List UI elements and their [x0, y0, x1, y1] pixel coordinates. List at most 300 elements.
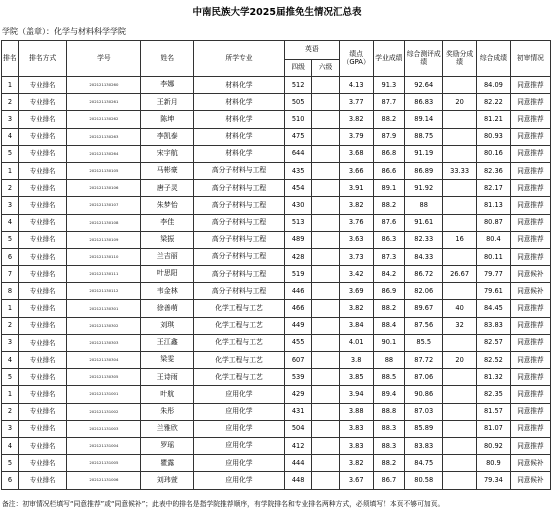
overall-cell: 85.5: [405, 334, 443, 351]
name-cell: 陈坤: [141, 111, 194, 128]
academic-cell: 87.6: [373, 214, 405, 231]
cet4-cell: 429: [284, 386, 311, 403]
composite-cell: 80.93: [477, 128, 511, 145]
cet4-cell: 489: [284, 231, 311, 248]
rank-cell: 5: [2, 145, 19, 162]
summary-table: [1, 40, 551, 490]
cet6-cell: [312, 77, 339, 94]
composite-cell: 84.09: [477, 77, 511, 94]
overall-cell: 84.33: [405, 248, 443, 265]
method-cell: 专业排名: [18, 283, 67, 300]
academic-cell: 88: [373, 352, 405, 369]
remark-cell: 同意推荐: [510, 317, 550, 334]
cet6-cell: [312, 300, 339, 317]
overall-cell: 85.89: [405, 420, 443, 437]
cet6-cell: [312, 111, 339, 128]
method-cell: 专业排名: [18, 317, 67, 334]
cet4-cell: 539: [284, 369, 311, 386]
remark-cell: 同意推荐: [510, 437, 550, 454]
major-cell: 材料化学: [194, 94, 285, 111]
rank-cell: 1: [2, 386, 19, 403]
gpa-cell: 3.84: [339, 317, 373, 334]
major-cell: 应用化学: [194, 472, 285, 489]
bonus-cell: [443, 403, 477, 420]
overall-cell: 89.67: [405, 300, 443, 317]
cet6-cell: [312, 266, 339, 283]
method-cell: 专业排名: [18, 352, 67, 369]
academic-cell: 86.9: [373, 283, 405, 300]
cet4-cell: 510: [284, 111, 311, 128]
academic-cell: 87.9: [373, 128, 405, 145]
student-id-cell: 202121130262: [67, 111, 141, 128]
academic-cell: 86.3: [373, 231, 405, 248]
method-cell: 专业排名: [18, 403, 67, 420]
student-id-cell: 202121131001: [67, 386, 141, 403]
table-row: [2, 334, 551, 351]
bonus-cell: [443, 386, 477, 403]
gpa-cell: 3.73: [339, 248, 373, 265]
student-id-cell: 202121130261: [67, 94, 141, 111]
cet4-cell: 644: [284, 145, 311, 162]
cet4-cell: 505: [284, 94, 311, 111]
bonus-cell: [443, 214, 477, 231]
table-body: [2, 77, 551, 490]
overall-cell: 84.75: [405, 455, 443, 472]
table-row: [2, 386, 551, 403]
overall-cell: 86.72: [405, 266, 443, 283]
rank-cell: 7: [2, 266, 19, 283]
major-cell: 高分子材料与工程: [194, 266, 285, 283]
cet4-cell: 455: [284, 334, 311, 351]
cet4-cell: 519: [284, 266, 311, 283]
remark-cell: 同意推荐: [510, 386, 550, 403]
academic-cell: 91.3: [373, 77, 405, 94]
header-remark: 初审情况: [510, 41, 550, 77]
gpa-cell: 3.82: [339, 111, 373, 128]
cet4-cell: 475: [284, 128, 311, 145]
name-cell: 叶航: [141, 386, 194, 403]
table-row: [2, 352, 551, 369]
cet6-cell: [312, 386, 339, 403]
name-cell: 李佳: [141, 214, 194, 231]
major-cell: 化学工程与工艺: [194, 352, 285, 369]
gpa-cell: 3.66: [339, 162, 373, 179]
name-cell: 李凯泰: [141, 128, 194, 145]
cet6-cell: [312, 283, 339, 300]
cet6-cell: [312, 248, 339, 265]
rank-cell: 2: [2, 180, 19, 197]
composite-cell: 80.4: [477, 231, 511, 248]
major-cell: 高分子材料与工程: [194, 231, 285, 248]
rank-cell: 3: [2, 334, 19, 351]
header-rank: 排名: [2, 41, 19, 77]
bonus-cell: 40: [443, 300, 477, 317]
composite-cell: 82.52: [477, 352, 511, 369]
rank-cell: 8: [2, 283, 19, 300]
method-cell: 专业排名: [18, 386, 67, 403]
method-cell: 专业排名: [18, 472, 67, 489]
student-id-cell: 202121130305: [67, 369, 141, 386]
student-id-cell: 202121130303: [67, 334, 141, 351]
cet4-cell: 454: [284, 180, 311, 197]
name-cell: 兰雅欣: [141, 420, 194, 437]
name-cell: 王新月: [141, 94, 194, 111]
header-student-id: 学号: [67, 41, 141, 77]
student-id-cell: 202121130105: [67, 162, 141, 179]
college-label: 学院（盖章）：化学与材料科学学院: [2, 27, 126, 36]
bonus-cell: 20: [443, 94, 477, 111]
cet4-cell: 504: [284, 420, 311, 437]
header-composite: 综合成绩: [477, 41, 511, 77]
major-cell: 应用化学: [194, 455, 285, 472]
remark-cell: 同意推荐: [510, 94, 550, 111]
major-cell: 高分子材料与工程: [194, 283, 285, 300]
bonus-cell: 33.33: [443, 162, 477, 179]
gpa-cell: 3.79: [339, 128, 373, 145]
header-bonus: 奖励分成绩: [443, 41, 477, 77]
rank-cell: 6: [2, 472, 19, 489]
method-cell: 专业排名: [18, 266, 67, 283]
overall-cell: 89.14: [405, 111, 443, 128]
name-cell: 刘玮萱: [141, 472, 194, 489]
overall-cell: 82.06: [405, 283, 443, 300]
bonus-cell: 16: [443, 231, 477, 248]
student-id-cell: 202121130106: [67, 180, 141, 197]
header-major: 所学专业: [194, 41, 285, 77]
rank-cell: 6: [2, 248, 19, 265]
header-cet4: 四级: [284, 60, 311, 77]
remark-cell: 同意候补: [510, 283, 550, 300]
bonus-cell: 26.67: [443, 266, 477, 283]
composite-cell: 82.36: [477, 162, 511, 179]
cet6-cell: [312, 128, 339, 145]
name-cell: 宋宇航: [141, 145, 194, 162]
rank-cell: 1: [2, 162, 19, 179]
major-cell: 应用化学: [194, 437, 285, 454]
rank-cell: 5: [2, 369, 19, 386]
bonus-cell: [443, 248, 477, 265]
major-cell: 化学工程与工艺: [194, 369, 285, 386]
academic-cell: 87.7: [373, 94, 405, 111]
major-cell: 化学工程与工艺: [194, 300, 285, 317]
gpa-cell: 3.83: [339, 420, 373, 437]
bonus-cell: [443, 437, 477, 454]
cet6-cell: [312, 352, 339, 369]
student-id-cell: 202121130263: [67, 128, 141, 145]
bonus-cell: [443, 180, 477, 197]
cet4-cell: 428: [284, 248, 311, 265]
name-cell: 马彬豪: [141, 162, 194, 179]
cet4-cell: 444: [284, 455, 311, 472]
name-cell: 刘琪: [141, 317, 194, 334]
bonus-cell: [443, 420, 477, 437]
remark-cell: 同意推荐: [510, 162, 550, 179]
academic-cell: 88.3: [373, 420, 405, 437]
cet6-cell: [312, 369, 339, 386]
composite-cell: 81.07: [477, 420, 511, 437]
cet6-cell: [312, 231, 339, 248]
rank-cell: 3: [2, 111, 19, 128]
rank-cell: 5: [2, 231, 19, 248]
table-header: [2, 41, 551, 77]
table-row: [2, 369, 551, 386]
remark-cell: 同意推荐: [510, 197, 550, 214]
gpa-cell: 3.63: [339, 231, 373, 248]
name-cell: 兰吉丽: [141, 248, 194, 265]
table-row: [2, 317, 551, 334]
overall-cell: 88.75: [405, 128, 443, 145]
academic-cell: 90.1: [373, 334, 405, 351]
rank-cell: 3: [2, 420, 19, 437]
student-id-cell: 202121130107: [67, 197, 141, 214]
major-cell: 高分子材料与工程: [194, 162, 285, 179]
name-cell: 梁雯: [141, 352, 194, 369]
rank-cell: 3: [2, 197, 19, 214]
method-cell: 专业排名: [18, 94, 67, 111]
cet6-cell: [312, 162, 339, 179]
rank-cell: 2: [2, 94, 19, 111]
bonus-cell: [443, 455, 477, 472]
remark-cell: 同意推荐: [510, 300, 550, 317]
cet4-cell: 466: [284, 300, 311, 317]
cet6-cell: [312, 420, 339, 437]
bonus-cell: [443, 145, 477, 162]
table-row: [2, 111, 551, 128]
composite-cell: 80.9: [477, 455, 511, 472]
overall-cell: 87.03: [405, 403, 443, 420]
student-id-cell: 202121130112: [67, 283, 141, 300]
academic-cell: 88.2: [373, 197, 405, 214]
gpa-cell: 4.01: [339, 334, 373, 351]
table-row: [2, 266, 551, 283]
cet6-cell: [312, 197, 339, 214]
method-cell: 专业排名: [18, 455, 67, 472]
student-id-cell: 202121130108: [67, 214, 141, 231]
gpa-cell: 3.77: [339, 94, 373, 111]
cet4-cell: 607: [284, 352, 311, 369]
remark-cell: 同意推荐: [510, 403, 550, 420]
composite-cell: 84.45: [477, 300, 511, 317]
name-cell: 朱彤: [141, 403, 194, 420]
major-cell: 材料化学: [194, 77, 285, 94]
student-id-cell: 202121130109: [67, 231, 141, 248]
bonus-cell: [443, 369, 477, 386]
method-cell: 专业排名: [18, 145, 67, 162]
remark-cell: 同意推荐: [510, 111, 550, 128]
header-academic: 学业成绩: [373, 41, 405, 77]
remark-cell: 同意候补: [510, 472, 550, 489]
cet4-cell: 431: [284, 403, 311, 420]
student-id-cell: 202121131003: [67, 420, 141, 437]
composite-cell: 81.21: [477, 111, 511, 128]
remark-cell: 同意推荐: [510, 77, 550, 94]
overall-cell: 87.56: [405, 317, 443, 334]
remark-cell: 同意候补: [510, 455, 550, 472]
bonus-cell: [443, 77, 477, 94]
major-cell: 高分子材料与工程: [194, 197, 285, 214]
cet4-cell: 448: [284, 472, 311, 489]
overall-cell: 87.72: [405, 352, 443, 369]
method-cell: 专业排名: [18, 180, 67, 197]
gpa-cell: 3.68: [339, 145, 373, 162]
student-id-cell: 202121130111: [67, 266, 141, 283]
name-cell: 李娜: [141, 77, 194, 94]
name-cell: 梁振: [141, 231, 194, 248]
table-row: [2, 283, 551, 300]
remark-cell: 同意推荐: [510, 369, 550, 386]
academic-cell: 88.2: [373, 455, 405, 472]
composite-cell: 81.13: [477, 197, 511, 214]
rank-cell: 5: [2, 455, 19, 472]
student-id-cell: 202121130302: [67, 317, 141, 334]
name-cell: 王江鑫: [141, 334, 194, 351]
academic-cell: 86.8: [373, 145, 405, 162]
academic-cell: 89.1: [373, 180, 405, 197]
gpa-cell: 3.85: [339, 369, 373, 386]
composite-cell: 80.11: [477, 248, 511, 265]
rank-cell: 2: [2, 317, 19, 334]
gpa-cell: 3.8: [339, 352, 373, 369]
overall-cell: 92.64: [405, 77, 443, 94]
overall-cell: 87.06: [405, 369, 443, 386]
cet6-cell: [312, 145, 339, 162]
composite-cell: 80.87: [477, 214, 511, 231]
student-id-cell: 202121130110: [67, 248, 141, 265]
method-cell: 专业排名: [18, 231, 67, 248]
table-row: [2, 455, 551, 472]
name-cell: 王诗雨: [141, 369, 194, 386]
cet6-cell: [312, 403, 339, 420]
remark-cell: 同意推荐: [510, 145, 550, 162]
footnote: 备注：初审情况栏填写“同意推荐”或“同意候补”；此表中的排名是指学院推荐顺序，有学院排名和专业排名两种方式，必须填写！本页不够可加页。: [2, 500, 445, 508]
academic-cell: 88.8: [373, 403, 405, 420]
bonus-cell: 20: [443, 352, 477, 369]
method-cell: 专业排名: [18, 128, 67, 145]
table-row: [2, 472, 551, 489]
cet4-cell: 449: [284, 317, 311, 334]
academic-cell: 88.2: [373, 111, 405, 128]
rank-cell: 4: [2, 352, 19, 369]
student-id-cell: 202121130260: [67, 77, 141, 94]
major-cell: 应用化学: [194, 386, 285, 403]
composite-cell: 79.61: [477, 283, 511, 300]
gpa-cell: 3.94: [339, 386, 373, 403]
composite-cell: 81.57: [477, 403, 511, 420]
name-cell: 罗瑶: [141, 437, 194, 454]
overall-cell: 86.89: [405, 162, 443, 179]
overall-cell: 91.19: [405, 145, 443, 162]
gpa-cell: 3.67: [339, 472, 373, 489]
remark-cell: 同意推荐: [510, 352, 550, 369]
academic-cell: 88.5: [373, 369, 405, 386]
table-row: [2, 180, 551, 197]
table-row: [2, 214, 551, 231]
major-cell: 化学工程与工艺: [194, 317, 285, 334]
method-cell: 专业排名: [18, 77, 67, 94]
method-cell: 专业排名: [18, 111, 67, 128]
remark-cell: 同意候补: [510, 266, 550, 283]
student-id-cell: 202121130301: [67, 300, 141, 317]
major-cell: 高分子材料与工程: [194, 180, 285, 197]
method-cell: 专业排名: [18, 248, 67, 265]
academic-cell: 88.3: [373, 437, 405, 454]
method-cell: 专业排名: [18, 334, 67, 351]
overall-cell: 91.92: [405, 180, 443, 197]
remark-cell: 同意推荐: [510, 334, 550, 351]
major-cell: 高分子材料与工程: [194, 248, 285, 265]
overall-cell: 90.86: [405, 386, 443, 403]
name-cell: 朱梦怡: [141, 197, 194, 214]
academic-cell: 87.3: [373, 248, 405, 265]
overall-cell: 88: [405, 197, 443, 214]
student-id-cell: 202121130304: [67, 352, 141, 369]
table-row: [2, 197, 551, 214]
cet4-cell: 435: [284, 162, 311, 179]
gpa-cell: 3.82: [339, 455, 373, 472]
composite-cell: 82.57: [477, 334, 511, 351]
name-cell: 叶思阳: [141, 266, 194, 283]
overall-cell: 82.33: [405, 231, 443, 248]
gpa-cell: 3.76: [339, 214, 373, 231]
student-id-cell: 202121131006: [67, 472, 141, 489]
table-row: [2, 248, 551, 265]
table-row: [2, 162, 551, 179]
method-cell: 专业排名: [18, 369, 67, 386]
major-cell: 高分子材料与工程: [194, 214, 285, 231]
name-cell: 唐子灵: [141, 180, 194, 197]
major-cell: 材料化学: [194, 111, 285, 128]
student-id-cell: 202121131002: [67, 403, 141, 420]
composite-cell: 82.22: [477, 94, 511, 111]
remark-cell: 同意推荐: [510, 420, 550, 437]
gpa-cell: 3.69: [339, 283, 373, 300]
header-gpa: 绩点（GPA）: [339, 41, 373, 77]
rank-cell: 2: [2, 403, 19, 420]
rank-cell: 4: [2, 214, 19, 231]
academic-cell: 88.4: [373, 317, 405, 334]
table-row: [2, 145, 551, 162]
rank-cell: 4: [2, 437, 19, 454]
cet4-cell: 446: [284, 283, 311, 300]
major-cell: 化学工程与工艺: [194, 334, 285, 351]
overall-cell: 91.61: [405, 214, 443, 231]
major-cell: 材料化学: [194, 145, 285, 162]
academic-cell: 86.6: [373, 162, 405, 179]
composite-cell: 82.35: [477, 386, 511, 403]
cet6-cell: [312, 455, 339, 472]
overall-cell: 86.83: [405, 94, 443, 111]
overall-cell: 83.83: [405, 437, 443, 454]
gpa-cell: 3.42: [339, 266, 373, 283]
gpa-cell: 3.83: [339, 437, 373, 454]
cet6-cell: [312, 214, 339, 231]
cet6-cell: [312, 180, 339, 197]
major-cell: 应用化学: [194, 403, 285, 420]
bonus-cell: [443, 128, 477, 145]
cet4-cell: 513: [284, 214, 311, 231]
academic-cell: 86.7: [373, 472, 405, 489]
method-cell: 专业排名: [18, 162, 67, 179]
header-cet6: 六级: [312, 60, 339, 77]
rank-cell: 1: [2, 300, 19, 317]
student-id-cell: 202121130264: [67, 145, 141, 162]
gpa-cell: 4.13: [339, 77, 373, 94]
table-row: [2, 94, 551, 111]
name-cell: 韦金林: [141, 283, 194, 300]
gpa-cell: 3.82: [339, 197, 373, 214]
remark-cell: 同意推荐: [510, 180, 550, 197]
table-row: [2, 403, 551, 420]
